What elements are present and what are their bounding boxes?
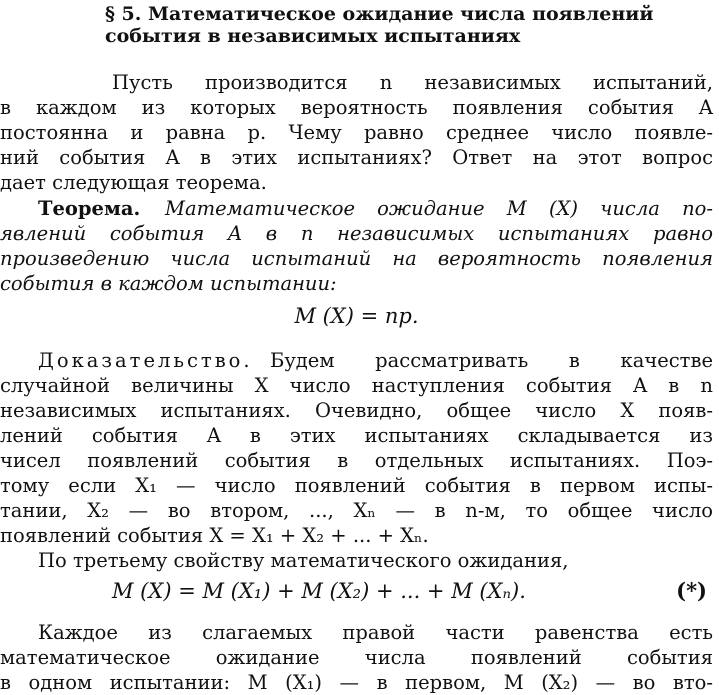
- proof-after-line-2: математическое ожидание числа появлений события: [0, 646, 713, 669]
- proof-label: Доказательство.: [38, 349, 253, 372]
- proof-line-1: Будем рассматривать в качестве: [270, 349, 713, 372]
- proof-after-line-3: в одном испытании: M (X₁) — в первом, M (X₂) — во вто-: [0, 671, 713, 694]
- theorem-formula: M (X) = np.: [294, 304, 419, 328]
- proof-line-5: чисел появлений события в отдельных испытаниях. Поэ-: [0, 449, 713, 472]
- theorem-label-text: Теорема.: [38, 197, 141, 220]
- proof-equation: [112, 578, 713, 604]
- proof-after-line-1: Каждое из слагаемых правой части равенства есть: [38, 621, 713, 644]
- proof-line-4: лений события A в этих испытаниях складывается из: [0, 424, 713, 447]
- proof-equation-text: M (X) = M (X₁) + M (X₂) + ... + M (Xₙ).: [112, 579, 526, 603]
- theorem-label: [38, 197, 163, 221]
- intro-line-4: ний события A в этих испытаниях? Ответ на этот вопрос: [0, 146, 713, 169]
- intro-line-5: дает следующая теорема.: [0, 171, 267, 194]
- theorem-line-3: произведению числа испытаний на вероятность появления: [0, 247, 713, 270]
- proof-line-8: появлений события X = X₁ + X₂ + ... + Xₙ.: [0, 524, 429, 547]
- theorem-line-1: Математическое ожидание M (X) числа по-: [165, 197, 713, 220]
- section-title-line-1: § 5. Математическое ожидание числа появлений: [105, 3, 654, 25]
- theorem-line-4: события в каждом испытании:: [0, 272, 337, 295]
- proof-line-2: случайной величины X число наступления события A в n: [0, 374, 713, 397]
- intro-line-2: в каждом из которых вероятность появления события A: [0, 96, 713, 119]
- proof-line-3: независимых испытаниях. Очевидно, общее число X появ-: [0, 399, 713, 422]
- proof-line-9: По третьему свойству математического ожидания,: [38, 549, 569, 572]
- intro-line-3: постоянна и равна p. Чему равно среднее число появле-: [0, 121, 713, 144]
- section-title-line-2: события в независимых испытаниях: [105, 25, 521, 47]
- proof-equation-mark: (*): [676, 578, 707, 603]
- theorem-line-2: явлений события A в n независимых испытаниях равно: [0, 222, 713, 245]
- proof-line-6: тому если X₁ — число появлений события в первом испы-: [0, 474, 713, 497]
- proof-line-7: тании, X₂ — во втором, ..., Xₙ — в n-м, то общее число: [0, 499, 713, 522]
- intro-line-1: Пусть производится n независимых испытаний,: [112, 71, 713, 94]
